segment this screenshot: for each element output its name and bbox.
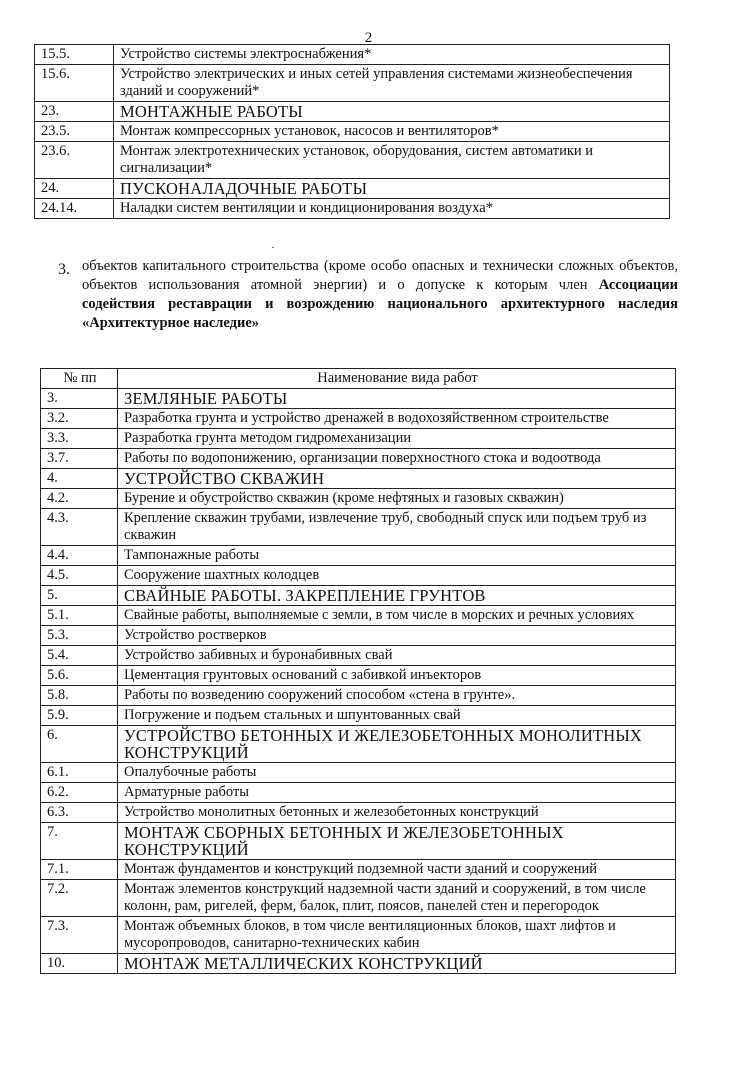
row-code: 6.1.: [41, 763, 118, 783]
row-name: Арматурные работы: [118, 783, 676, 803]
row-code: 4.: [41, 469, 118, 489]
item-3-number: 3.: [58, 261, 70, 278]
table-row: [41, 783, 676, 803]
row-code: 3.7.: [41, 449, 118, 469]
row-code: 7.1.: [41, 860, 118, 880]
row-name: СВАЙНЫЕ РАБОТЫ. ЗАКРЕПЛЕНИЕ ГРУНТОВ: [118, 586, 676, 606]
row-name: МОНТАЖНЫЕ РАБОТЫ: [114, 102, 670, 122]
row-code: 7.3.: [41, 917, 118, 954]
section-row: [41, 389, 676, 409]
table-row: [41, 686, 676, 706]
row-name: УСТРОЙСТВО СКВАЖИН: [118, 469, 676, 489]
row-name: Сооружение шахтных колодцев: [118, 566, 676, 586]
row-name: Свайные работы, выполняемые с земли, в том числе в морских и речных условиях: [118, 606, 676, 626]
page-number: 2: [364, 30, 373, 46]
row-name: Устройство забивных и буронабивных свай: [118, 646, 676, 666]
table-row: [41, 489, 676, 509]
row-code: 5.1.: [41, 606, 118, 626]
table-row: [35, 142, 670, 179]
row-name: Наладки систем вентиляции и кондиционирования воздуха*: [114, 199, 670, 219]
row-code: 6.: [41, 726, 118, 763]
row-code: 5.8.: [41, 686, 118, 706]
row-name: Устройство системы электроснабжения*: [114, 45, 670, 65]
row-name: Погружение и подъем стальных и шпунтованных свай: [118, 706, 676, 726]
row-name: Работы по возведению сооружений способом «стена в грунте».: [118, 686, 676, 706]
table-row: [35, 45, 670, 65]
row-code: 5.3.: [41, 626, 118, 646]
table-row: [41, 449, 676, 469]
row-code: 5.6.: [41, 666, 118, 686]
table-row: [41, 546, 676, 566]
table-row: [41, 646, 676, 666]
scan-dot: ·: [271, 240, 275, 254]
table-row: [41, 429, 676, 449]
table-body: [41, 389, 676, 974]
table-row: [41, 626, 676, 646]
work-types-table: [40, 368, 676, 974]
table-row: [41, 880, 676, 917]
table-row: [41, 666, 676, 686]
row-name: Бурение и обустройство скважин (кроме нефтяных и газовых скважин): [118, 489, 676, 509]
row-code: 15.6.: [35, 65, 114, 102]
table-row: [35, 199, 670, 219]
row-code: 6.2.: [41, 783, 118, 803]
row-code: 4.4.: [41, 546, 118, 566]
table-row: [41, 509, 676, 546]
row-code: 15.5.: [35, 45, 114, 65]
row-code: 4.3.: [41, 509, 118, 546]
section-row: [41, 823, 676, 860]
section-row: [35, 102, 670, 122]
row-name: Опалубочные работы: [118, 763, 676, 783]
row-code: 5.9.: [41, 706, 118, 726]
row-name: Монтаж объемных блоков, в том числе вентиляционных блоков, шахт лифтов и мусоропроводов, санитарно-технических кабин: [118, 917, 676, 954]
row-code: 24.14.: [35, 199, 114, 219]
section-row: [41, 469, 676, 489]
table-row: [41, 803, 676, 823]
item-3-paragraph: [58, 257, 678, 333]
table-row: [41, 860, 676, 880]
row-code: 23.5.: [35, 122, 114, 142]
row-name: Монтаж элементов конструкций надземной части зданий и сооружений, в том числе колонн, рам, ригелей, ферм, балок, плит, поясов, панелей стен и перегородок: [118, 880, 676, 917]
row-code: 6.3.: [41, 803, 118, 823]
row-name: Монтаж компрессорных установок, насосов и вентиляторов*: [114, 122, 670, 142]
row-name: Крепление скважин трубами, извлечение труб, свободный спуск или подъем труб из скважин: [118, 509, 676, 546]
row-name: Устройство электрических и иных сетей управления системами жизнеобеспечения зданий и сооружений*: [114, 65, 670, 102]
table-row: [41, 566, 676, 586]
row-code: 10.: [41, 954, 118, 974]
row-code: 3.: [41, 389, 118, 409]
header-code: № пп: [41, 369, 118, 389]
section-row: [35, 179, 670, 199]
work-types-table-continued: [34, 44, 670, 219]
row-name: МОНТАЖ МЕТАЛЛИЧЕСКИХ КОНСТРУКЦИЙ: [118, 954, 676, 974]
row-code: 7.2.: [41, 880, 118, 917]
table-row: [41, 917, 676, 954]
section-row: [41, 586, 676, 606]
row-name: Монтаж фундаментов и конструкций подземной части зданий и сооружений: [118, 860, 676, 880]
row-name: Работы по водопонижению, организации поверхностного стока и водоотвода: [118, 449, 676, 469]
row-name: МОНТАЖ СБОРНЫХ БЕТОННЫХ И ЖЕЛЕЗОБЕТОННЫХ КОНСТРУКЦИЙ: [118, 823, 676, 860]
row-code: 3.3.: [41, 429, 118, 449]
row-name: Разработка грунта и устройство дренажей в водохозяйственном строительстве: [118, 409, 676, 429]
item-3-association-name: Ассоциации содействия реставрации и возрождению национального архитектурного наследия «Архитектурное наследие»: [82, 277, 678, 331]
row-name: ЗЕМЛЯНЫЕ РАБОТЫ: [118, 389, 676, 409]
table-header-row: [41, 369, 676, 389]
row-name: Разработка грунта методом гидромеханизации: [118, 429, 676, 449]
row-code: 7.: [41, 823, 118, 860]
section-row: [41, 726, 676, 763]
row-code: 3.2.: [41, 409, 118, 429]
row-name: Устройство ростверков: [118, 626, 676, 646]
row-code: 5.4.: [41, 646, 118, 666]
table-row: [41, 763, 676, 783]
table-row: [41, 409, 676, 429]
table-row: [41, 706, 676, 726]
item-3-text: [82, 257, 678, 333]
row-name: Цементация грунтовых оснований с забивкой инъекторов: [118, 666, 676, 686]
row-name: Тампонажные работы: [118, 546, 676, 566]
item-3-plain-text: объектов капитального строительства (кроме особо опасных и технически сложных объектов, объектов использования атомной энергии) и о допуске к которым член: [82, 258, 678, 293]
row-name: ПУСКОНАЛАДОЧНЫЕ РАБОТЫ: [114, 179, 670, 199]
row-code: 5.: [41, 586, 118, 606]
table-row: [35, 122, 670, 142]
row-name: Устройство монолитных бетонных и железобетонных конструкций: [118, 803, 676, 823]
section-row: [41, 954, 676, 974]
table-row: [41, 606, 676, 626]
table-body: [35, 45, 670, 219]
row-code: 4.5.: [41, 566, 118, 586]
row-name: УСТРОЙСТВО БЕТОННЫХ И ЖЕЛЕЗОБЕТОННЫХ МОНОЛИТНЫХ КОНСТРУКЦИЙ: [118, 726, 676, 763]
row-code: 23.6.: [35, 142, 114, 179]
row-code: 4.2.: [41, 489, 118, 509]
row-code: 24.: [35, 179, 114, 199]
header-name: Наименование вида работ: [118, 369, 676, 389]
row-name: Монтаж электротехнических установок, оборудования, систем автоматики и сигнализации*: [114, 142, 670, 179]
table-row: [35, 65, 670, 102]
row-code: 23.: [35, 102, 114, 122]
